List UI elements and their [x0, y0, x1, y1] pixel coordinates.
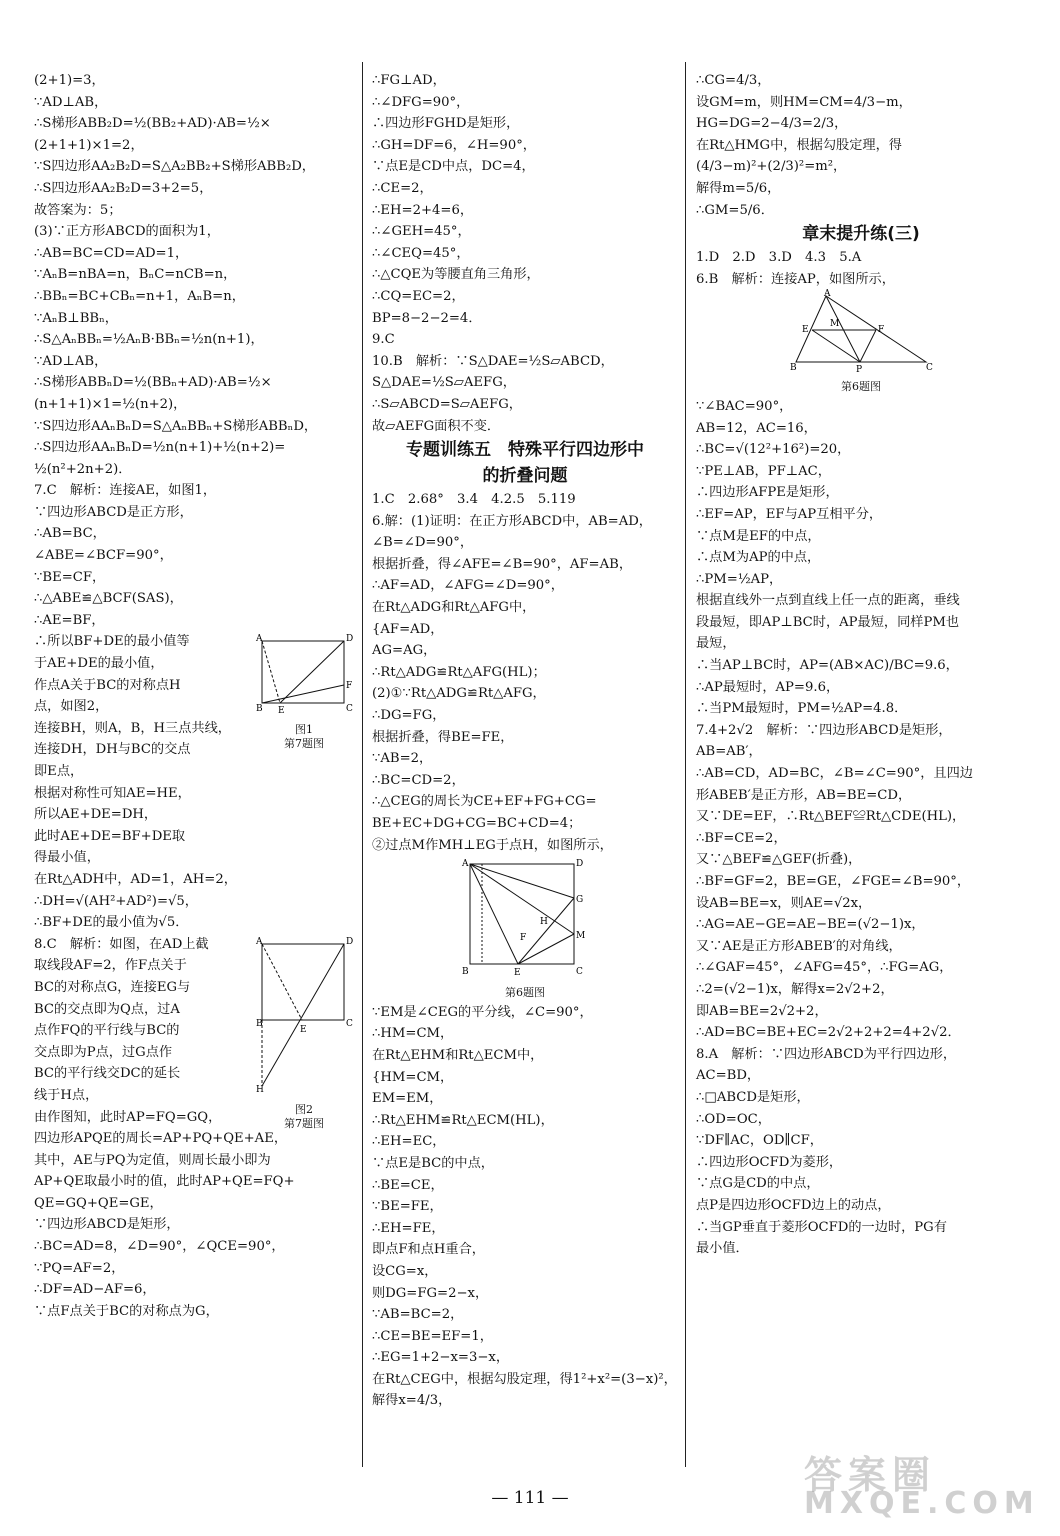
text-line: 设CG=x， — [372, 1263, 438, 1279]
text-line: ∴△ABE≌△BCF(SAS)， — [34, 591, 183, 607]
text-line: 形ABEB′是正方形，AB=BE=CD， — [696, 787, 912, 803]
text-line: ∴CG=4/3， — [696, 73, 771, 88]
page-number: — 111 — — [491, 1488, 569, 1508]
text-line: BC的对称点G，连接EG与 — [34, 979, 191, 995]
svg-text:F: F — [878, 325, 885, 336]
text-line: 即E点， — [34, 764, 84, 779]
text-line: ∴△CEG的周长为CE+EF+FG+CG= — [372, 794, 597, 810]
text-line: ∴BBₙ=BC+CBₙ=n+1，AₙB=n， — [34, 288, 245, 304]
text-line: 点作FQ的平行线与BC的 — [34, 1023, 180, 1039]
text-line: HG=DG=2−4/3=2/3， — [696, 116, 848, 132]
text-line: ∴AP最短时，AP=9.6， — [696, 679, 840, 695]
text-line: 6.解：(1)证明：在正方形ABCD中，AB=AD， — [372, 513, 652, 529]
text-line: 7.4+2√2 解析：∵四边形ABCD是矩形， — [696, 722, 952, 738]
text-line: 最小值． — [696, 1241, 749, 1257]
text-line: (2+1)=3， — [34, 73, 105, 88]
text-line: ∵BE=CF， — [34, 569, 106, 585]
text-line: ∴AG=AE−GE=AE−BE=(√2−1)x， — [696, 917, 925, 933]
text-line: ∴GM=5/6． — [696, 202, 774, 218]
text-line: ∴所以BF+DE的最小值等 — [34, 634, 190, 650]
text-line: ∴PM=½AP， — [696, 571, 783, 587]
text-line: 根据直线外一点到直线上任一点的距离，垂线 — [696, 593, 960, 609]
text-line: BC的交点即为Q点，过A — [34, 1001, 180, 1017]
text-line: ∵PE⊥AB，PF⊥AC， — [696, 463, 831, 479]
text-line: ∵AD⊥AB， — [34, 353, 108, 369]
text-line: ∴DG=FG， — [372, 708, 446, 724]
text-line: 在Rt△HMG中，根据勾股定理，得 — [696, 137, 902, 153]
text-line: 得最小值， — [34, 850, 100, 866]
text-line: ∴四边形OCFD为菱形， — [696, 1154, 843, 1170]
text-line: 其中，AE与PQ为定值，则周长最小即为 — [34, 1152, 271, 1168]
text-line: ∵BE=FE， — [372, 1199, 443, 1215]
svg-text:M: M — [576, 931, 586, 942]
figure-caption: 第7题图 — [284, 1117, 324, 1131]
text-line: ∴S四边形AAₙBₙD=½n(n+1)+½(n+2)= — [34, 440, 286, 456]
text-line: {AF=AD， — [372, 621, 444, 637]
text-line: 作点A关于BC的对称点H — [34, 677, 181, 693]
text-line: ∠B=∠D=90°， — [372, 535, 474, 551]
text-line: ∴BC=CD=2， — [372, 772, 465, 788]
svg-text:A: A — [256, 936, 263, 947]
text-line: EM=EM， — [372, 1091, 443, 1107]
text-line: 6.B 解析：连接AP，如图所示， — [696, 271, 895, 287]
svg-text:E: E — [802, 325, 809, 336]
text-line: 设AB=BE=x，则AE=√2x， — [696, 895, 872, 911]
svg-text:D: D — [576, 859, 584, 870]
text-line: ∴GH=DF=6，∠H=90°， — [372, 137, 536, 153]
text-line: 则DG=FG=2−x， — [372, 1285, 489, 1301]
svg-text:B: B — [462, 967, 469, 978]
figure-label: 图2 — [295, 1103, 313, 1117]
text-line: 根据折叠，得∠AFE=∠B=90°，AF=AB， — [372, 556, 633, 572]
text-line: ∵AₙB⊥BBₙ， — [34, 310, 118, 326]
text-line: (2)①∵Rt△ADG≌Rt△AFG， — [372, 686, 546, 702]
text-line: {HM=CM， — [372, 1069, 454, 1085]
text-line: 故答案为：5； — [34, 202, 122, 218]
figure-7-1 — [256, 633, 352, 751]
text-line: ∴∠DFG=90°， — [372, 94, 470, 110]
text-line: 连接BH，则A，B，H三点共线， — [34, 720, 231, 736]
text-line: ∵点M是EF的中点， — [696, 528, 821, 544]
text-line: 解得m=5/6， — [696, 180, 781, 196]
text-line: ∠ABE=∠BCF=90°， — [34, 548, 173, 564]
text-line: ∴Rt△EHM≌Rt△ECM(HL)， — [372, 1112, 554, 1128]
figure-caption: 第7题图 — [284, 737, 324, 751]
text-line: 根据折叠，得BE=FE， — [372, 729, 514, 745]
text-line: ∴S梯形ABBₙD=½(BBₙ+AD)·AB=½× — [34, 375, 272, 391]
text-line: ∴BC=AD=8，∠D=90°，∠QCE=90°， — [34, 1239, 285, 1255]
text-line: 线于H点， — [34, 1087, 99, 1103]
text-line: (4/3−m)²+(2/3)²=m²， — [696, 159, 847, 175]
column-divider — [685, 62, 686, 1467]
svg-text:M: M — [830, 319, 840, 330]
text-line: 即点F和点H重合， — [372, 1242, 485, 1258]
text-line: 在Rt△ADH中，AD=1，AH=2， — [34, 871, 237, 887]
text-line: BP=8−2−2=4． — [372, 310, 482, 326]
text-line: 又∵△BEF≌△GEF(折叠)， — [696, 852, 862, 868]
text-line: ∵PQ=AF=2， — [34, 1260, 125, 1276]
text-line: 在Rt△EHM和Rt△ECM中， — [372, 1047, 544, 1063]
text-line: 1.D 2.D 3.D 4.3 5.A — [696, 250, 862, 266]
text-line: ∴CE=BE=EF=1， — [372, 1328, 493, 1344]
text-line: 连接DH，DH与BC的交点 — [34, 742, 191, 758]
text-line: ∴DH=√(AH²+AD²)=√5， — [34, 893, 198, 909]
text-line: 设GM=m，则HM=CM=4/3−m， — [696, 94, 912, 110]
text-line: ∴∠CEQ=45°， — [372, 245, 470, 261]
text-line: ∴2=(√2−1)x，解得x=2√2+2， — [696, 981, 894, 997]
text-line: ∴EH=2+4=6， — [372, 202, 474, 218]
text-line: ∴AB=CD，AD=BC，∠B=∠C=90°，且四边 — [696, 766, 973, 782]
text-line: 此时AE+DE=BF+DE取 — [34, 828, 186, 844]
text-line: 8.C 解析：如图，在AD上截 — [34, 936, 209, 952]
text-line: ∴CE=2， — [372, 180, 433, 196]
svg-text:A: A — [256, 634, 263, 645]
text-line: 四边形APQE的周长=AP+PQ+QE+AE， — [34, 1131, 288, 1147]
text-line: ∴∠GAF=45°，∠AFG=45°，∴FG=AG， — [696, 960, 953, 976]
text-line: 又∵DE=EF，∴Rt△BEF≌Rt△CDE(HL)， — [696, 809, 966, 825]
svg-text:H: H — [540, 917, 548, 928]
text-line: ∴△CQE为等腰直角三角形， — [372, 267, 540, 283]
text-line: AP+QE取最小时的值，此时AP+QE=FQ+ — [34, 1174, 295, 1190]
text-line: ∴当AP⊥BC时，AP=(AB×AC)/BC=9.6， — [696, 658, 959, 674]
text-line: BC的平行线交DC的延长 — [34, 1066, 181, 1082]
text-line: 最短， — [696, 636, 736, 652]
text-line: S△DAE=½S▱AEFG， — [372, 375, 516, 391]
svg-text:B: B — [790, 363, 797, 374]
text-line: ∴S▱ABCD=S▱AEFG， — [372, 396, 522, 412]
text-line: AB=AB′， — [696, 744, 762, 760]
text-line: ∴AB=BC=CD=AD=1， — [34, 245, 189, 261]
text-line: 段最短，即AP⊥BC时，AP最短，同样PM也 — [696, 614, 960, 630]
text-line: 由作图知，此时AP=FQ=GQ， — [34, 1109, 222, 1125]
text-line: 取线段AF=2，作F点关于 — [34, 958, 187, 974]
text-line: 10.B 解析：∵S△DAE=½S▱ABCD， — [372, 353, 614, 369]
figure-caption: 第6题图 — [505, 985, 545, 999]
text-line: AB=12，AC=16， — [696, 420, 817, 436]
text-line: ∴S△AₙBBₙ=½AₙB·BBₙ=½n(n+1)， — [34, 332, 264, 348]
text-line: ∵点G是CD的中点， — [696, 1176, 820, 1192]
text-line: ∴FG⊥AD， — [372, 73, 446, 88]
text-line: 于AE+DE的最小值， — [34, 656, 164, 672]
text-line: AG=AG， — [372, 643, 437, 659]
column-3 — [696, 70, 1026, 1260]
column-divider — [362, 62, 363, 1467]
svg-text:C: C — [346, 1018, 353, 1029]
text-line: 点，如图2， — [34, 699, 109, 715]
figure-label: 图1 — [295, 723, 313, 737]
text-line: ∴当GP垂直于菱形OCFD的一边时，PG有 — [696, 1219, 947, 1235]
text-line: BE+EC+DG+CG=BC+CD=4； — [372, 816, 582, 831]
text-line: ∴∠GEH=45°， — [372, 224, 471, 240]
text-line: ∵S四边形AAₙBₙD=S△AₙBBₙ+S梯形ABBₙD， — [34, 418, 318, 434]
text-line: 1.C 2.68° 3.4 4.2.5 5.119 — [372, 492, 576, 508]
geometry-figure — [786, 289, 936, 376]
figure-6b — [786, 289, 936, 394]
text-line: (n+1+1)×1=½(n+2)， — [34, 396, 187, 412]
svg-text:H: H — [256, 1084, 264, 1095]
geometry-figure — [256, 936, 352, 1096]
text-line: ∵DF∥AC，OD∥CF， — [696, 1133, 823, 1149]
text-line: 即AB=BE=2√2+2， — [696, 1003, 828, 1019]
text-line: ∴S梯形ABB₂D=½(BB₂+AD)·AB=½× — [34, 116, 271, 132]
text-line: ∴AE=BF， — [34, 612, 105, 628]
column-1 — [34, 70, 352, 1322]
section-title — [372, 437, 678, 489]
column-2 — [372, 70, 678, 1412]
text-line: ∴Rt△ADG≌Rt△AFG(HL)； — [372, 664, 546, 680]
geometry-figure — [256, 633, 352, 715]
figure-7-2 — [256, 936, 352, 1132]
geometry-figure — [460, 858, 590, 978]
section-title-line: 专题训练五 特殊平行四边形中 — [406, 440, 644, 461]
svg-text:E: E — [514, 968, 521, 979]
text-line: ∴AF=AD，∠AFG=∠D=90°， — [372, 578, 564, 594]
text-line: ∴EG=1+2−x=3−x， — [372, 1350, 510, 1366]
text-line: 8.A 解析：∵四边形ABCD为平行四边形， — [696, 1046, 957, 1062]
watermark — [804, 1444, 1040, 1524]
figure-caption: 第6题图 — [841, 379, 881, 393]
section-title: 章末提升练(三) — [802, 224, 920, 245]
svg-text:F: F — [520, 933, 527, 944]
svg-text:D: D — [346, 936, 354, 947]
text-line: ∴四边形AFPE是矩形， — [696, 485, 839, 501]
svg-text:P: P — [856, 365, 863, 376]
svg-text:B: B — [256, 704, 263, 715]
text-line: 9.C — [372, 332, 395, 348]
text-line: ∴EH=EC， — [372, 1134, 446, 1150]
svg-text:A: A — [462, 859, 469, 870]
text-line: 解得x=4/3， — [372, 1393, 452, 1409]
text-line: ∴EH=FE， — [372, 1220, 445, 1236]
svg-text:F: F — [346, 681, 353, 692]
text-line: (2+1+1)×1=2， — [34, 137, 144, 153]
watermark-text: 答案圈 — [804, 1453, 937, 1497]
text-line: ∵点F点关于BC的对称点为G， — [34, 1303, 219, 1319]
text-line: ②过点M作MH⊥EG于点H，如图所示， — [372, 837, 613, 853]
svg-text:C: C — [926, 363, 933, 374]
text-line: ∴AD=BC=BE+EC=2√2+2+2=4+2√2． — [696, 1025, 961, 1041]
text-line: 在Rt△CEG中，根据勾股定理，得1²+x²=(3−x)²， — [372, 1371, 677, 1387]
text-line: ∵AB=BC=2， — [372, 1307, 464, 1323]
svg-text:C: C — [576, 967, 583, 978]
text-line: 7.C 解析：连接AE，如图1， — [34, 483, 217, 499]
text-line: ∴BF=CE=2， — [696, 830, 787, 846]
text-line: ∴BE=CE， — [372, 1177, 444, 1193]
text-line: ∴BC=√(12²+16²)=20， — [696, 442, 851, 458]
text-line: ∵点E是CD中点，DC=4， — [372, 159, 535, 175]
text-line: 点P是四边形OCFD边上的动点， — [696, 1197, 891, 1213]
text-line: ∴EF=AP，EF与AP互相平分， — [696, 506, 883, 522]
text-line: AC=BD， — [696, 1068, 761, 1084]
text-line: ∵点E是BC的中点， — [372, 1155, 494, 1171]
svg-text:B: B — [256, 1018, 263, 1029]
section-title-line: 的折叠问题 — [482, 466, 568, 487]
text-line: ∵AB=2， — [372, 751, 433, 767]
svg-text:G: G — [576, 895, 584, 906]
text-line: ∴CQ=EC=2， — [372, 288, 465, 304]
text-line: ∴点M为AP的中点， — [696, 550, 821, 566]
text-line: ∵EM是∠CEG的平分线，∠C=90°， — [372, 1004, 593, 1020]
text-line: ½(n²+2n+2)． — [34, 461, 132, 477]
text-line: ∴当PM最短时，PM=½AP=4.8． — [696, 701, 908, 717]
svg-text:E: E — [278, 706, 285, 717]
text-line: ∵AₙB=nBA=n，BₙC=nCB=n， — [34, 267, 237, 283]
text-line: 所以AE+DE=DH， — [34, 807, 158, 823]
text-line: 交点即为P点，过G点作 — [34, 1044, 173, 1060]
watermark-text: MXQE.COM — [804, 1486, 1040, 1521]
text-line: ∴AB=BC， — [34, 526, 106, 542]
text-line: 故▱AEFG面积不变． — [372, 418, 501, 434]
figure-6 — [460, 858, 590, 1000]
text-line: ∴BF=GF=2，BE=GE，∠FGE=∠B=90°， — [696, 874, 971, 889]
text-line: 根据对称性可知AE=HE， — [34, 785, 191, 801]
text-line: ∴DF=AD−AF=6， — [34, 1282, 156, 1298]
svg-text:C: C — [346, 704, 353, 715]
text-line: (3)∵正方形ABCD的面积为1， — [34, 224, 220, 240]
text-line: ∴四边形FGHD是矩形， — [372, 116, 520, 132]
svg-text:E: E — [300, 1024, 307, 1035]
text-line: ∴BF+DE的最小值为√5． — [34, 915, 189, 931]
text-line: ∴S四边形AA₂B₂D=3+2=5， — [34, 180, 213, 196]
text-line: ∴HM=CM， — [372, 1026, 454, 1042]
text-line: ∵四边形ABCD是矩形， — [34, 1217, 180, 1233]
text-line: ∵S四边形AA₂B₂D=S△A₂BB₂+S梯形ABB₂D， — [34, 159, 315, 175]
text-line: ∴□ABCD是矩形， — [696, 1089, 810, 1105]
text-line: ∵∠BAC=90°， — [696, 398, 793, 414]
svg-text:D: D — [346, 634, 354, 645]
text-line: ∵四边形ABCD是正方形， — [34, 504, 193, 520]
text-line: 又∵AE是正方形ABEB′的对角线， — [696, 938, 902, 954]
text-line: 在Rt△ADG和Rt△AFG中， — [372, 600, 536, 616]
text-line: QE=GQ+QE=GE， — [34, 1195, 163, 1211]
text-line: ∵AD⊥AB， — [34, 94, 108, 110]
text-line: ∴OD=OC， — [696, 1111, 771, 1127]
svg-text:A: A — [824, 289, 831, 300]
